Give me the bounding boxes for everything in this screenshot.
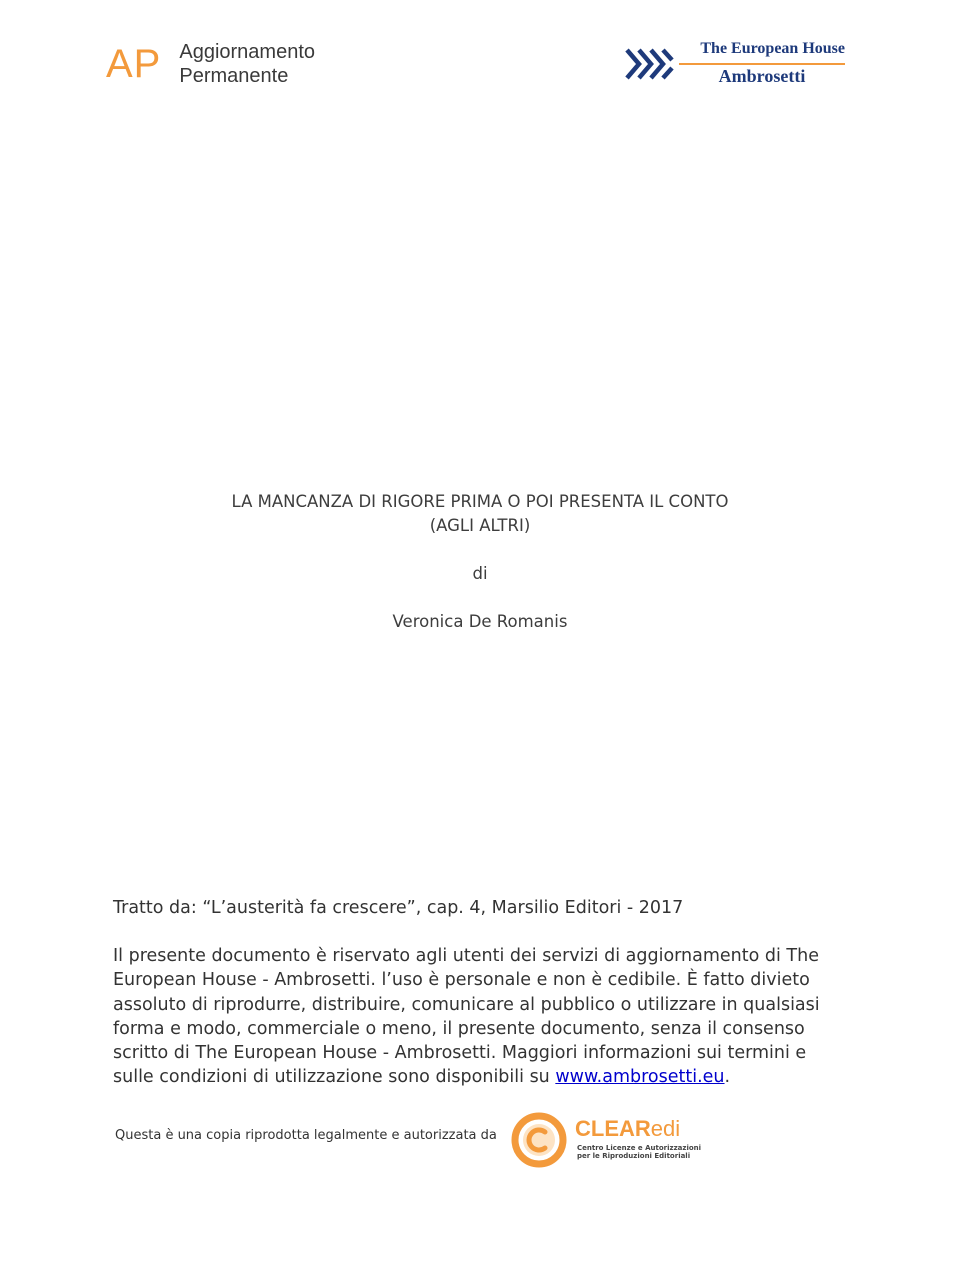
ambrosetti-link[interactable]: www.ambrosetti.eu — [555, 1067, 725, 1088]
clearedi-brand-main: CLEAR — [575, 1116, 651, 1141]
ambrosetti-emblem-icon — [624, 44, 674, 84]
clearedi-tagline — [577, 1144, 701, 1160]
clearedi-caption: Questa è una copia riprodotta legalmente e autorizzata da — [115, 1128, 497, 1143]
notice-text: Il presente documento è riservato agli utenti dei servizi di aggiornamento di The European House - Ambrosetti. l’uso è personale e non è cedibile. È fatto divieto assoluto di riprodurre, distribuire, comunicare al pubblico o utilizzare in qualsiasi forma e modo, commerciale o meno, il presente documento, senza il consenso scritto di The European House - Ambrosetti. Maggiori informazioni sui termini e sulle condizioni di utilizzazione sono disponibili su — [113, 946, 820, 1088]
european-house-ambrosetti-logo — [624, 40, 846, 90]
clearedi-brand-edi: edi — [650, 1116, 681, 1141]
aggiornamento-permanente-logo — [106, 40, 315, 88]
clearedi-tag-line1: Centro Licenze e Autorizzazioni — [577, 1144, 702, 1152]
teh-line1: The European House — [700, 40, 845, 57]
ap-logo-text — [179, 40, 315, 88]
clearedi-brand — [575, 1116, 680, 1142]
ap-line1: Aggiornamento — [179, 41, 316, 63]
clearedi-c-icon — [511, 1112, 567, 1168]
source-citation: Tratto da: “L’austerità fa crescere”, cap. 4, Marsilio Editori - 2017 — [113, 898, 684, 918]
ap-mark: AP — [106, 42, 162, 86]
title-line1: LA MANCANZA DI RIGORE PRIMA O POI PRESENTA IL CONTO — [231, 492, 729, 511]
title-author: Veronica De Romanis — [392, 612, 568, 631]
teh-line2: Ambrosetti — [718, 66, 806, 86]
ap-line2: Permanente — [179, 65, 289, 87]
title-line2: (AGLI ALTRI) — [429, 516, 531, 535]
clearedi-tag-line2: per le Riproduzioni Editoriali — [577, 1152, 691, 1160]
title-by: di — [472, 564, 488, 583]
clearedi-footer — [115, 1112, 715, 1172]
teh-divider — [679, 63, 845, 65]
document-title-block — [0, 490, 960, 634]
legal-notice — [113, 944, 833, 1090]
notice-end: . — [724, 1067, 731, 1088]
